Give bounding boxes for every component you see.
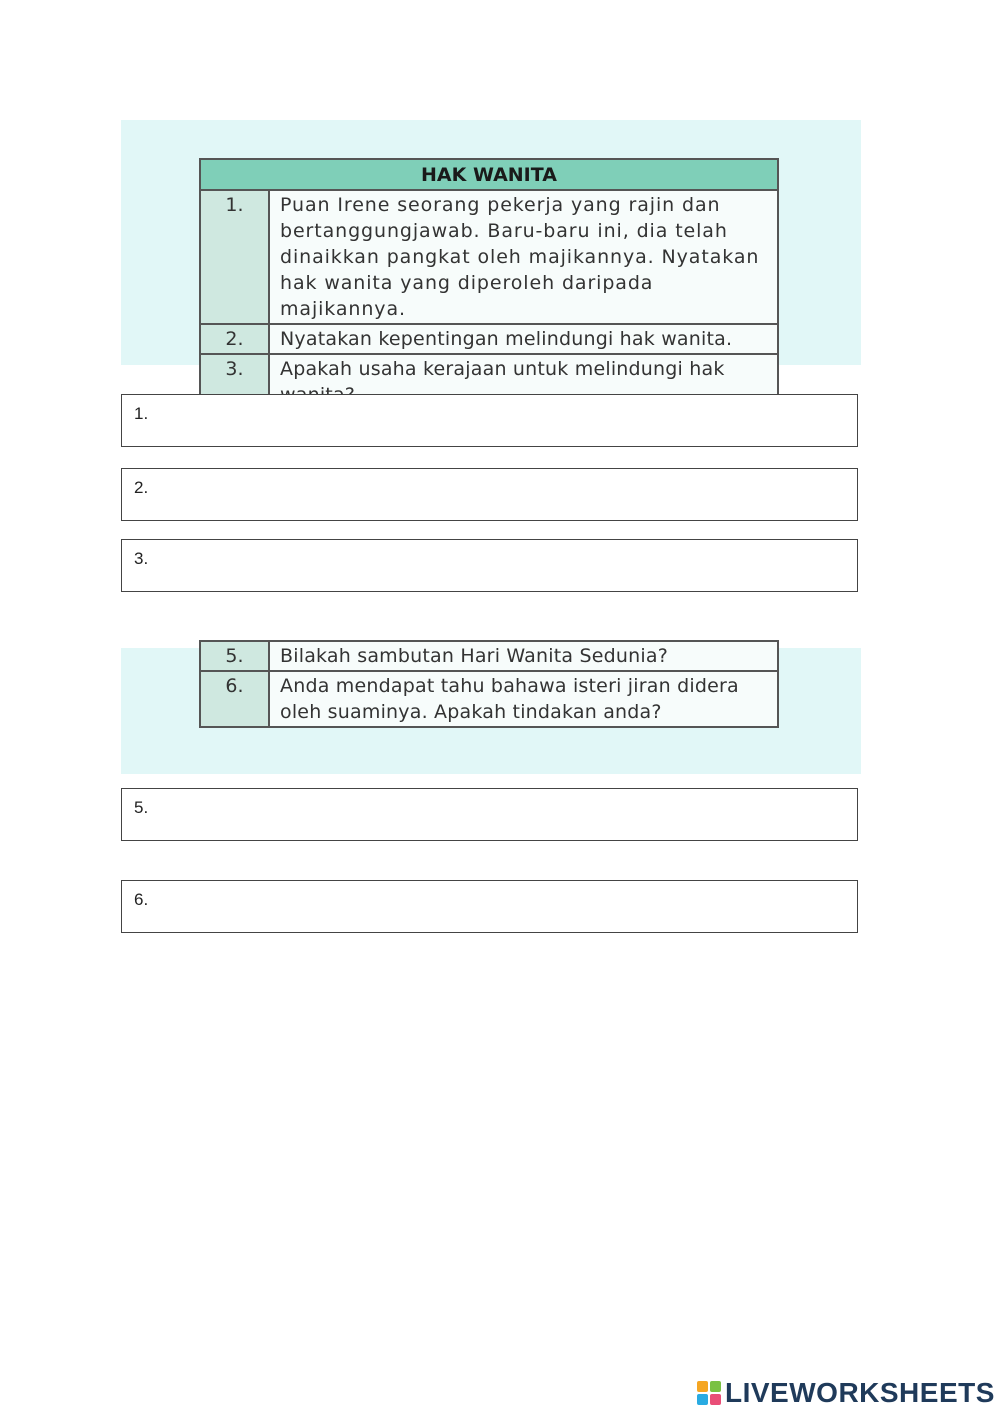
question-number: 3. — [200, 354, 269, 410]
question-image-1 — [121, 120, 861, 380]
answer-box-5[interactable] — [121, 788, 858, 841]
question-number: 6. — [200, 671, 269, 727]
answer-box-6[interactable] — [121, 880, 858, 933]
question-number: 5. — [200, 641, 269, 671]
liveworksheets-logo-icon — [697, 1381, 721, 1405]
questions-table-1 — [199, 158, 779, 411]
question-number: 1. — [200, 190, 269, 324]
answer-label: 6. — [134, 890, 149, 909]
liveworksheets-logo — [697, 1376, 995, 1410]
answer-label: 3. — [134, 549, 149, 568]
table-row — [200, 324, 778, 354]
question-text: Apakah usaha kerajaan untuk melindungi hak — [269, 354, 778, 410]
brand-name: LIVEWORKSHEETS — [725, 1377, 995, 1408]
answer-label: 2. — [134, 478, 149, 497]
table-row — [200, 641, 778, 671]
question-text: Puan Irene seorang pekerja yang rajin dan bertanggungjawab. Baru-baru ini, dia telah dinaikkan pangkat oleh majikannya. Nyatakan hak wanita yang diperoleh daripada majikannya. — [269, 190, 778, 324]
question-number: 2. — [200, 324, 269, 354]
answer-label: 1. — [134, 404, 149, 423]
question-image-2 — [121, 645, 861, 774]
table-title: HAK WANITA — [200, 159, 778, 190]
answer-box-2[interactable] — [121, 468, 858, 521]
question-text: Anda mendapat tahu bahawa isteri jiran didera oleh suaminya. Apakah tindakan anda? — [269, 671, 778, 727]
table-header-row — [200, 159, 778, 190]
answer-box-1[interactable] — [121, 394, 858, 447]
table-row — [200, 190, 778, 324]
questions-table-2 — [199, 640, 779, 728]
answer-box-3[interactable] — [121, 539, 858, 592]
question-text: Bilakah sambutan Hari Wanita Sedunia? — [269, 641, 778, 671]
answer-label: 5. — [134, 798, 149, 817]
table-row — [200, 671, 778, 727]
question-text: Nyatakan kepentingan melindungi hak wanita. — [269, 324, 778, 354]
